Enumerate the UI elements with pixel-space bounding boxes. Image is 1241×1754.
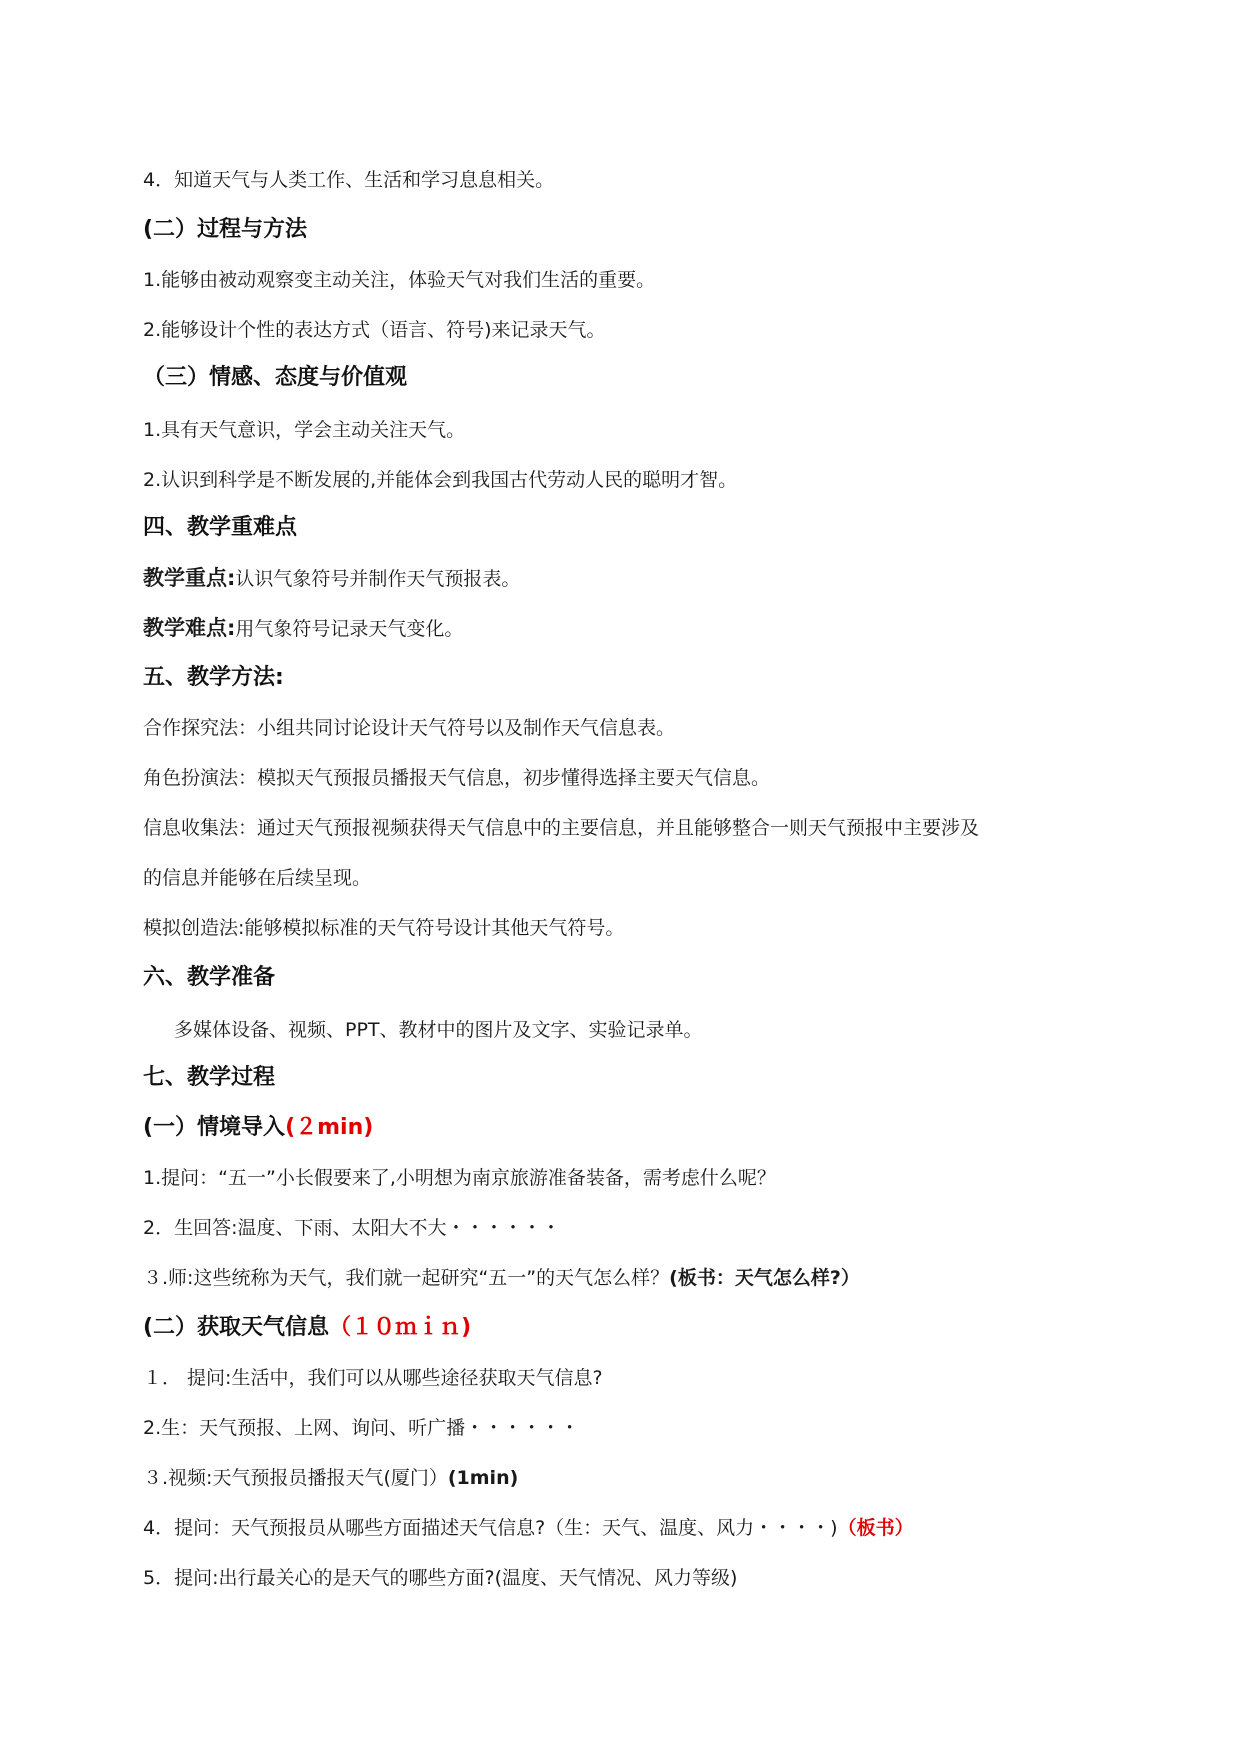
info-item-3: ３.视频:天气预报员播报天气(厦门）(1min) bbox=[143, 1467, 519, 1489]
process-item-2: 2.能够设计个性的表达方式（语言、符号)来记录天气。 bbox=[143, 319, 606, 341]
preparation-materials: 多媒体设备、视频、PPT、教材中的图片及文字、实验记录单。 bbox=[174, 1019, 703, 1041]
section-heading-process-method: (二）过程与方法 bbox=[143, 217, 308, 242]
time-badge-10min: （１０ｍｉｎ) bbox=[329, 1315, 472, 1340]
section-heading-teaching-process: 七、教学过程 bbox=[143, 1065, 276, 1090]
key-point-label: 教学重点: bbox=[143, 566, 236, 590]
info-item-4: 4．提问：天气预报员从哪些方面描述天气信息?（生：天气、温度、风力・・・・)（板书） bbox=[143, 1517, 914, 1539]
intro-item-1: 1.提问：“五一”小长假要来了,小明想为南京旅游准备装备，需考虑什么呢？ bbox=[143, 1167, 776, 1189]
info-item-5: 5．提问:出行最关心的是天气的哪些方面?(温度、天气情况、风力等级) bbox=[143, 1567, 738, 1589]
section-heading-teaching-methods: 五、教学方法: bbox=[143, 665, 284, 690]
method-role-play: 角色扮演法：模拟天气预报员播报天气信息，初步懂得选择主要天气信息。 bbox=[143, 767, 771, 789]
video-duration: (1min) bbox=[447, 1467, 519, 1489]
section-heading-key-difficult-points: 四、教学重难点 bbox=[143, 515, 298, 540]
intro-item-2: 2．生回答:温度、下雨、太阳大不大・・・・・・ bbox=[143, 1217, 561, 1239]
section-heading-emotion-attitude: （三）情感、态度与价值观 bbox=[143, 365, 408, 390]
method-info-collection-cont: 的信息并能够在后续呈现。 bbox=[143, 867, 372, 889]
board-note-red: （板书） bbox=[837, 1517, 914, 1539]
method-info-collection: 信息收集法：通过天气预报视频获得天气信息中的主要信息，并且能够整合一则天气预报中主要涉及 bbox=[143, 817, 980, 839]
step-heading-get-weather-info: (二）获取天气信息（１０ｍｉｎ) bbox=[143, 1315, 472, 1340]
intro-item-3: ３.师:这些统称为天气，我们就一起研究“五一”的天气怎么样？(板书：天气怎么样?） bbox=[143, 1267, 860, 1289]
time-badge-2min: (２min) bbox=[285, 1115, 374, 1140]
step-heading-situation-intro: (一）情境导入(２min) bbox=[143, 1115, 374, 1140]
difficult-point-label: 教学难点: bbox=[143, 616, 236, 640]
info-item-2: 2.生：天气预报、上网、询问、听广播・・・・・・ bbox=[143, 1417, 580, 1439]
objective-item-4: 4．知道天气与人类工作、生活和学习息息相关。 bbox=[143, 169, 555, 191]
section-heading-preparation: 六、教学准备 bbox=[143, 965, 276, 990]
emotion-item-1: 1.具有天气意识，学会主动关注天气。 bbox=[143, 419, 466, 441]
difficult-point-line: 教学难点:用气象符号记录天气变化。 bbox=[143, 616, 464, 640]
key-point-line: 教学重点:认识气象符号并制作天气预报表。 bbox=[143, 566, 521, 590]
board-note-weather: (板书：天气怎么样?） bbox=[669, 1267, 860, 1289]
emotion-item-2: 2.认识到科学是不断发展的,并能体会到我国古代劳动人民的聪明才智。 bbox=[143, 469, 738, 491]
info-item-1: １． 提问:生活中，我们可以从哪些途径获取天气信息? bbox=[143, 1367, 603, 1389]
process-item-1: 1.能够由被动观察变主动关注，体验天气对我们生活的重要。 bbox=[143, 269, 656, 291]
method-cooperative-inquiry: 合作探究法：小组共同讨论设计天气符号以及制作天气信息表。 bbox=[143, 717, 676, 739]
method-simulation-creation: 模拟创造法:能够模拟标准的天气符号设计其他天气符号。 bbox=[143, 917, 625, 939]
